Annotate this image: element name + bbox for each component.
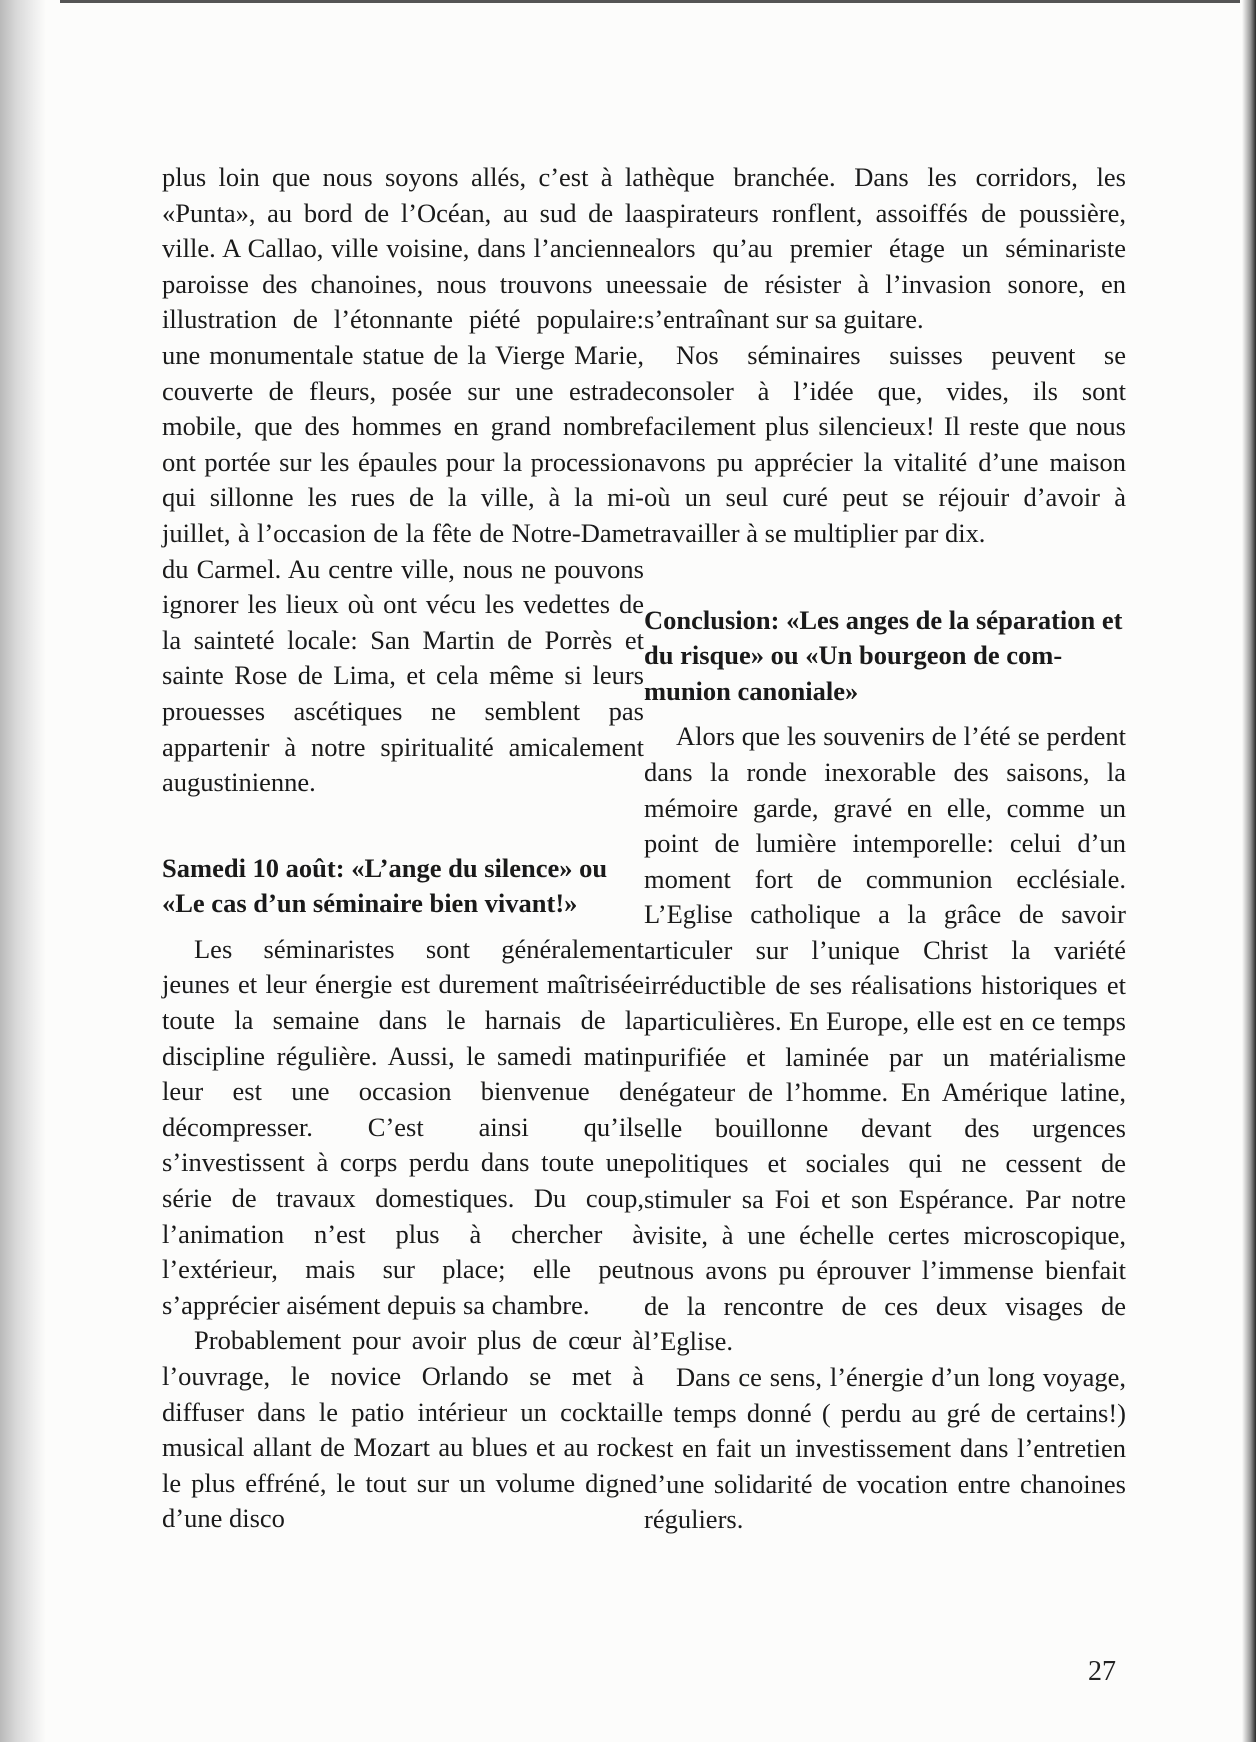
paragraph: Probablement pour avoir plus de cœur à l’ouvrage, le novice Orlando se met à diffuser dans le patio intérieur un cocktail musical allant de Mozart au blues et au rock le plus effréné, le tout sur un volume digne d’une disco — [162, 1325, 644, 1534]
paragraph: Dans ce sens, l’énergie d’un long voyage, le temps donné ( perdu au gré de certains!) est en fait un investissement dans l’entretien d’une solidarité de vocation entre chanoines réguliers. — [644, 1362, 1126, 1535]
paragraph: thèque branchée. Dans les corridors, les aspirateurs ronflent, assoiffés de poussière, alors qu’au premier étage un séminariste essaie de résister à l’invasion sonore, en s’entraînant sur sa guitare. — [644, 162, 1126, 335]
paragraph: Les séminaristes sont généralement jeunes et leur énergie est durement maîtrisée toute la semaine dans le harnais de la discipline régulière. Aussi, le samedi matin leur est une occasion bienvenue de décompresser. C’est ainsi qu’ils s’investissent à corps perdu dans toute une série de travaux domestiques. Du coup, l’animation n’est plus à chercher à l’extérieur, mais sur place; elle peut s’apprécier aisément depuis sa chambre. — [162, 933, 644, 1320]
right-column — [644, 160, 1126, 1538]
paragraph: plus loin que nous soyons allés, c’est à la «Punta», au bord de l’Océan, au sud de la ville. A Callao, ville voisine, dans l’ancienne paroisse des chanoines, nous trouvons une illustration de l’étonnante piété populaire: une monumentale statue de la Vierge Marie, couverte de fleurs, posée sur une estrade mobile, que des hommes en grand nombre ont portée sur les épaules pour la procession qui sillonne les rues de la ville, à la mi-juillet, à l’occasion de la fête de Notre-Dame du Carmel. Au centre ville, nous ne pouvons ignorer les lieux où ont vécu les vedettes de la sainteté locale: San Martin de Porrès et sainte Rose de Lima, et cela même si leurs prouesses ascétiques ne semblent pas appartenir à notre spiritualité amicalement augustinienne. — [162, 162, 644, 798]
page-number: 27 — [1088, 1656, 1116, 1687]
section-heading: Samedi 10 août: «L’ange du silence» ou «Le cas d’un séminaire bien vivant!» — [162, 852, 608, 919]
page-gutter-shadow — [0, 0, 46, 1742]
scan-top-edge — [60, 0, 1240, 3]
section-heading: Conclusion: «Les anges de la séparation et du risque» ou «Un bourgeon de communion canoniale» — [644, 604, 1123, 706]
paragraph: Alors que les souvenirs de l’été se perdent dans la ronde inexorable des saisons, la mémoire garde, gravé en elle, comme un point de lumière intemporelle: celui d’un moment fort de communion ecclésiale. L’Eglise catholique a la grâce de savoir articuler sur l’unique Christ la variété irréductible de ses réalisations historiques et particulières. En Europe, elle est en ce temps purifiée et laminée par un matérialisme négateur de l’homme. En Amérique latine, elle bouillonne devant des urgences politiques et sociales qui ne cessent de stimuler sa Foi et son Espérance. Par notre visite, à une échelle certes microscopique, nous avons pu éprouver l’immense bienfait de la rencontre de ces deux visages de l’Eglise. — [644, 721, 1126, 1357]
paragraph: Nos séminaires suisses peuvent se consoler à l’idée que, vides, ils sont facilement plus silencieux! Il reste que nous avons pu apprécier la vitalité d’une maison où un seul curé peut se réjouir d’avoir à travailler à se multiplier par dix. — [644, 339, 1126, 548]
left-column — [162, 160, 644, 1537]
page-edge-shadow — [1242, 0, 1256, 1742]
